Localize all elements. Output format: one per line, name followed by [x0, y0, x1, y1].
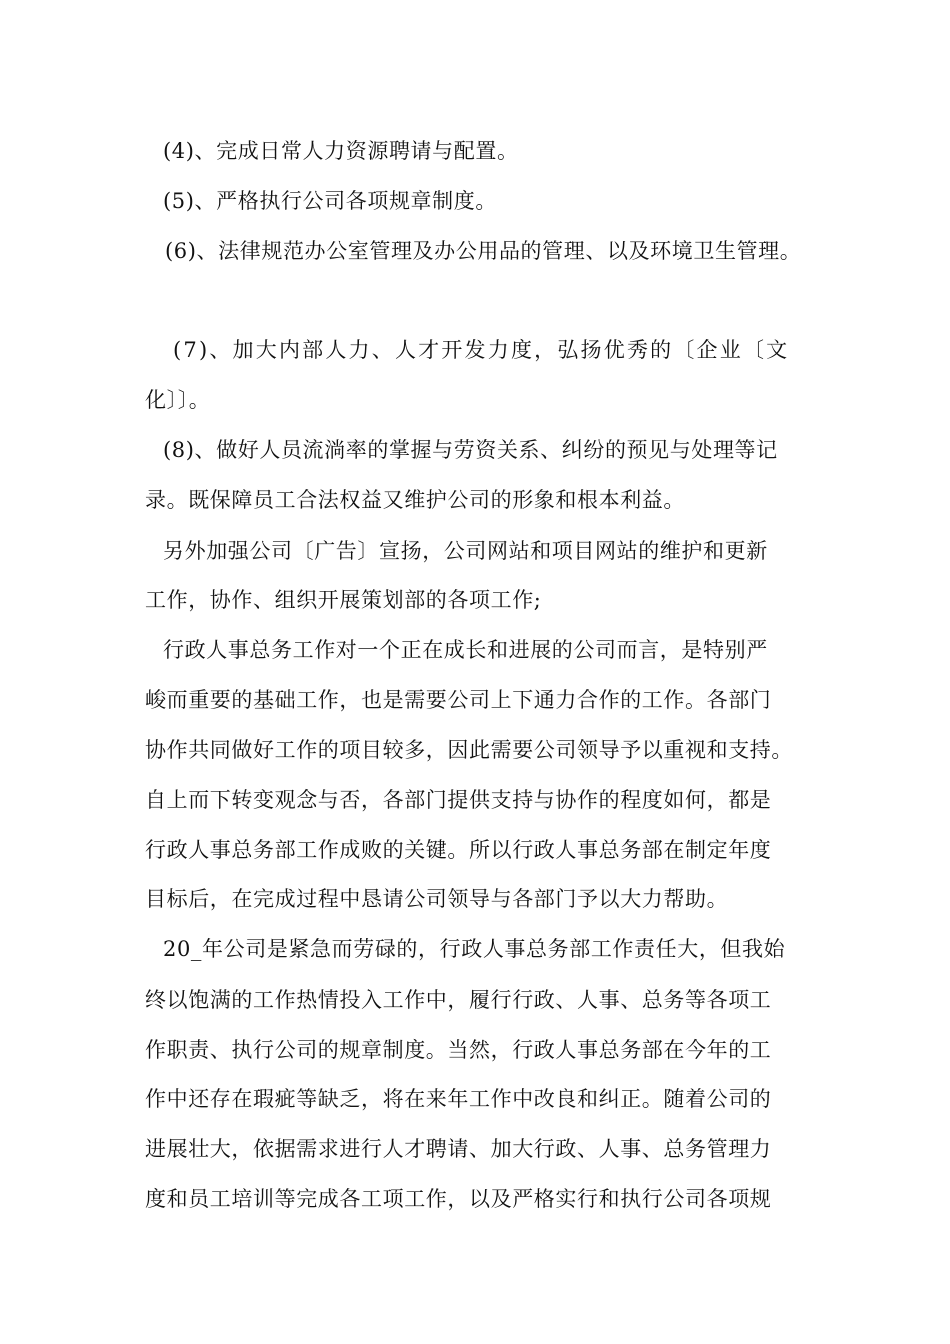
list-item-8-line-1: (8)、做好人员流淌率的掌握与劳资关系、纠纷的预见与处理等记 — [163, 438, 778, 462]
paragraph-2-line-6: 目标后，在完成过程中恳请公司领导与各部门予以大力帮助。 — [145, 887, 729, 911]
paragraph-3-line-6: 度和员工培训等完成各工项工作，以及严格实行和执行公司各项规 — [145, 1187, 772, 1211]
list-item-5: (5)、严格执行公司各项规章制度。 — [163, 189, 497, 213]
list-item-8-line-2: 录。既保障员工合法权益又维护公司的形象和根本利益。 — [145, 488, 685, 512]
list-item-7-line-1: (7)、加大内部人力、人才开发力度，弘扬优秀的〔企业〔文 — [173, 338, 790, 362]
list-item-7-line-2: 化〕〕。 — [145, 388, 211, 412]
list-item-6: (6)、法律规范办公室管理及办公用品的管理、以及环境卫生管理。 — [165, 239, 802, 263]
paragraph-3-line-5: 进展壮大，依据需求进行人才聘请、加大行政、人事、总务管理力 — [145, 1137, 772, 1161]
paragraph-1-line-1: 另外加强公司〔广告〕宣扬，公司网站和项目网站的维护和更新 — [163, 539, 768, 563]
paragraph-3-line-2: 终以饱满的工作热情投入工作中，履行行政、人事、总务等各项工 — [145, 988, 772, 1012]
paragraph-3-line-3: 作职责、执行公司的规章制度。当然，行政人事总务部在今年的工 — [145, 1038, 772, 1062]
paragraph-2-line-4: 自上而下转变观念与否，各部门提供支持与协作的程度如何，都是 — [145, 788, 772, 812]
paragraph-3-line-1: 20_年公司是紧急而劳碌的，行政人事总务部工作责任大，但我始 — [163, 937, 786, 961]
paragraph-2-line-3: 协作共同做好工作的项目较多，因此需要公司领导予以重视和支持。 — [145, 738, 793, 762]
list-item-4: (4)、完成日常人力资源聘请与配置。 — [163, 139, 519, 163]
paragraph-2-line-5: 行政人事总务部工作成败的关键。所以行政人事总务部在制定年度 — [145, 838, 772, 862]
paragraph-1-line-2: 工作，协作、组织开展策划部的各项工作; — [145, 588, 542, 612]
paragraph-2-line-1: 行政人事总务工作对一个正在成长和进展的公司而言，是特别严 — [163, 638, 768, 662]
paragraph-3-line-4: 作中还存在瑕疵等缺乏，将在来年工作中改良和纠正。随着公司的 — [145, 1087, 772, 1111]
paragraph-2-line-2: 峻而重要的基础工作，也是需要公司上下通力合作的工作。各部门 — [145, 688, 772, 712]
